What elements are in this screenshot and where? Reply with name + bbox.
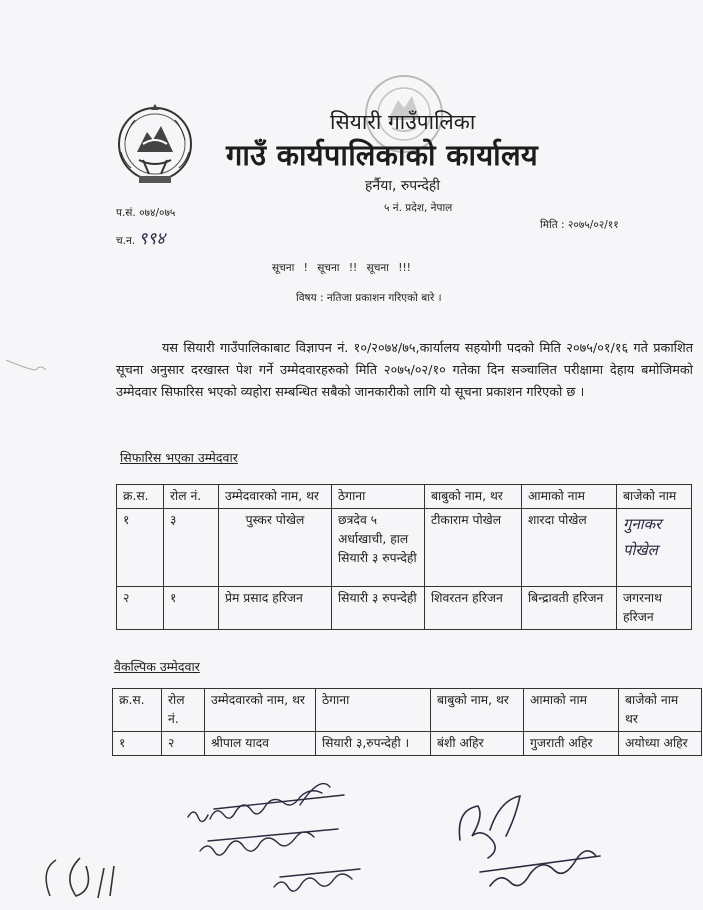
cell-roll: ३: [164, 509, 219, 587]
col-header: बाबुको नाम, थर: [425, 485, 522, 509]
alternate-section-title: वैकल्पिक उम्मेदवार: [114, 659, 200, 674]
document-date: मिति : २०७५/०२/११: [540, 219, 619, 231]
col-header: बाजेको नाम: [617, 485, 692, 509]
cell-name: पुस्कर पोखेल: [219, 509, 332, 587]
cell-roll: २: [162, 732, 205, 756]
margin-mark: [0, 360, 60, 910]
office-address: हर्नैया, रुपन्देही: [365, 178, 440, 194]
col-header: ठेगाना: [332, 485, 425, 509]
office-name: सियारी गाउँपालिका: [330, 110, 476, 134]
cell-address: छत्रदेव ५ अर्धाखाची, हाल सियारी ३ रुपन्देही: [332, 509, 425, 587]
cell-grandfather: जगरनाथ हरिजन: [617, 587, 692, 630]
cell-sn: १: [113, 732, 162, 756]
col-header: उम्मेदवारको नाम, थर: [219, 485, 332, 509]
dispatch-number-value: ९९४: [138, 229, 166, 249]
cell-name: प्रेम प्रसाद हरिजन: [219, 587, 332, 630]
table-row: [117, 587, 692, 630]
col-header: आमाको नाम: [522, 485, 617, 509]
recommended-table: [116, 484, 692, 630]
notice-body: यस सियारी गाउँपालिकाबाट विज्ञापन नं. १०/२०७४/७५,कार्यालय सहयोगी पदको मिति २०७५/०१/१६ गते प्रकाशित सूचना अनुसार दरखास्त पेश गर्ने उम्मेदवारहरुको मिति २०७५/०२/१० गतेका दिन सञ्चालित परीक्षामा देहाय बमोजिमको उम्मेदवार सिफारिस भएको व्यहोरा सम्बन्धित सबैको जानकारीको लागि यो सूचना प्रकाशन गरिएको छ ।: [116, 341, 693, 401]
cell-grandfather: गुनाकर पोखेल: [617, 509, 692, 587]
col-header: बाबुको नाम, थर: [431, 689, 524, 732]
table-row: [113, 732, 702, 756]
cell-roll: १: [164, 587, 219, 630]
col-header: क्र.स.: [117, 485, 164, 509]
reference-number: प.सं. ०७४/०७५: [116, 207, 176, 219]
cell-father: टीकाराम पोखेल: [425, 509, 522, 587]
cell-sn: १: [117, 509, 164, 587]
office-province: ५ नं. प्रदेश, नेपाल: [384, 202, 453, 214]
dispatch-label: च.न.: [116, 235, 136, 247]
col-header: रोल नं.: [164, 485, 219, 509]
cell-address: सियारी ३,रुपन्देही ।: [316, 732, 431, 756]
col-header: रोल नं.: [162, 689, 205, 732]
cell-father: बंशी अहिर: [431, 732, 524, 756]
col-header: बाजेको नाम थर: [619, 689, 702, 732]
cell-sn: २: [117, 587, 164, 630]
cell-mother: शारदा पोखेल: [522, 509, 617, 587]
nepal-emblem-icon: [113, 100, 197, 190]
col-header: आमाको नाम: [524, 689, 619, 732]
cell-address: सियारी ३ रुपन्देही: [332, 587, 425, 630]
official-signature: [450, 790, 610, 900]
col-header: क्र.स.: [113, 689, 162, 732]
cell-name: श्रीपाल यादव: [205, 732, 316, 756]
cell-father: शिवरतन हरिजन: [425, 587, 522, 630]
notice-heading: सूचना ! सूचना !! सूचना !!!: [272, 262, 411, 274]
col-header: उम्मेदवारको नाम, थर: [205, 689, 316, 732]
alternate-table: [112, 688, 702, 756]
recommended-section-title: सिफारिस भएका उम्मेदवार: [120, 450, 238, 465]
cell-mother: बिन्द्रावती हरिजन: [522, 587, 617, 630]
cell-mother: गुजराती अहिर: [524, 732, 619, 756]
subject-line: विषय : नतिजा प्रकाशन गरिएको बारे ।: [296, 292, 442, 304]
table-header-row: [117, 485, 692, 509]
table-row: [117, 509, 692, 587]
office-title: गाउँ कार्यपालिकाको कार्यालय: [226, 138, 539, 172]
table-header-row: [113, 689, 702, 732]
dispatch-number: [116, 226, 165, 249]
handwritten-endorsement-signature: [180, 775, 420, 905]
handwritten-mark: [60, 848, 120, 903]
col-header: ठेगाना: [316, 689, 431, 732]
cell-grandfather: अयोध्या अहिर: [619, 732, 702, 756]
